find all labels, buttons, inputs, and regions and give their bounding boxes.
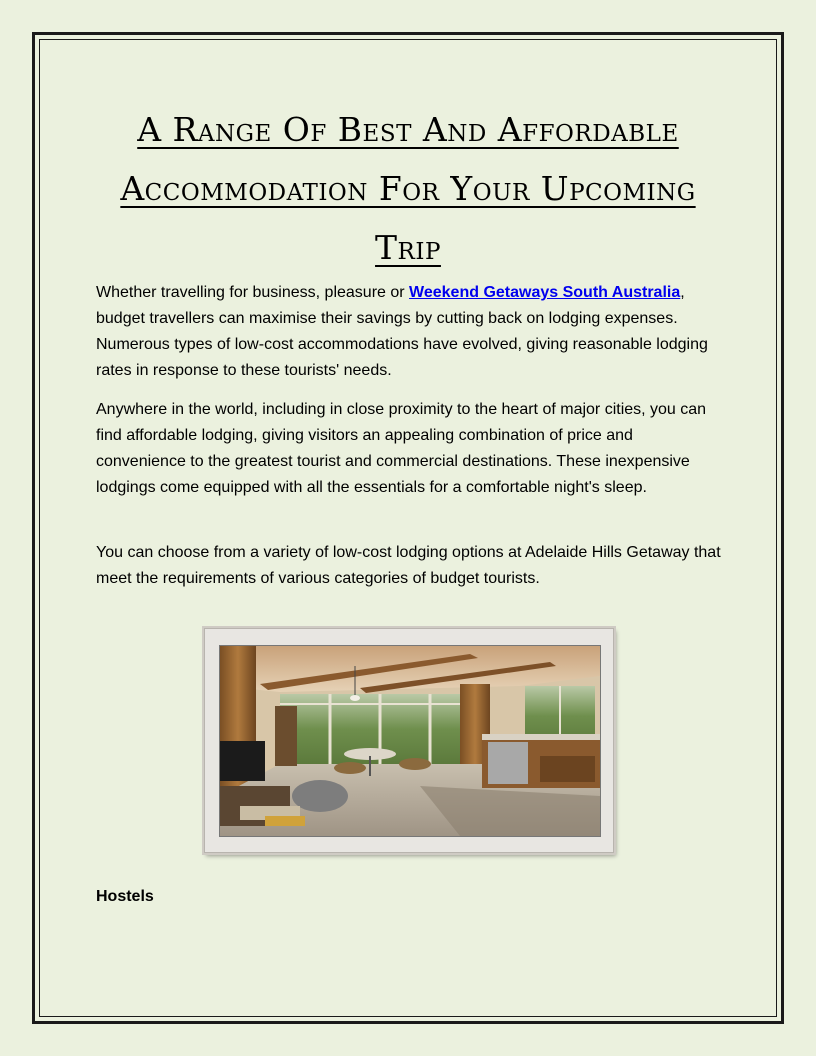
accommodation-photo-frame [204,628,614,853]
weekend-getaways-link[interactable]: Weekend Getaways South Australia [409,284,681,301]
living-room-image [220,646,600,836]
page-title [96,100,720,277]
paragraph-intro-start: Whether travelling for business, pleasure or [96,284,410,301]
accommodation-photo [219,645,601,837]
paragraph-affordable-lodging: Anywhere in the world, including in close proximity to the heart of major cities, you can find affordable lodging, giving visitors an appealing combination of price and convenience to the greatest tourist and commercial destinations. These inexpensive lodgings come equipped with all the essentials for a comfortable night's sleep. [96,401,707,496]
section-heading-hostels: Hostels [96,888,154,905]
page-title-text: A Range Of Best And Affordable Accommodation For Your Upcoming Trip [120,110,696,267]
paragraph-intro-end: , budget travellers can maximise their savings by cutting back on lodging expenses. Numerous types of low-cost accommodations have evolved, giving reasonable lodging rates in response to these tourists' needs. [96,284,708,379]
paragraph-intro [96,280,726,384]
paragraph-adelaide-hills: You can choose from a variety of low-cost lodging options at Adelaide Hills Getaway that meet the requirements of various categories of budget tourists. [96,544,721,587]
